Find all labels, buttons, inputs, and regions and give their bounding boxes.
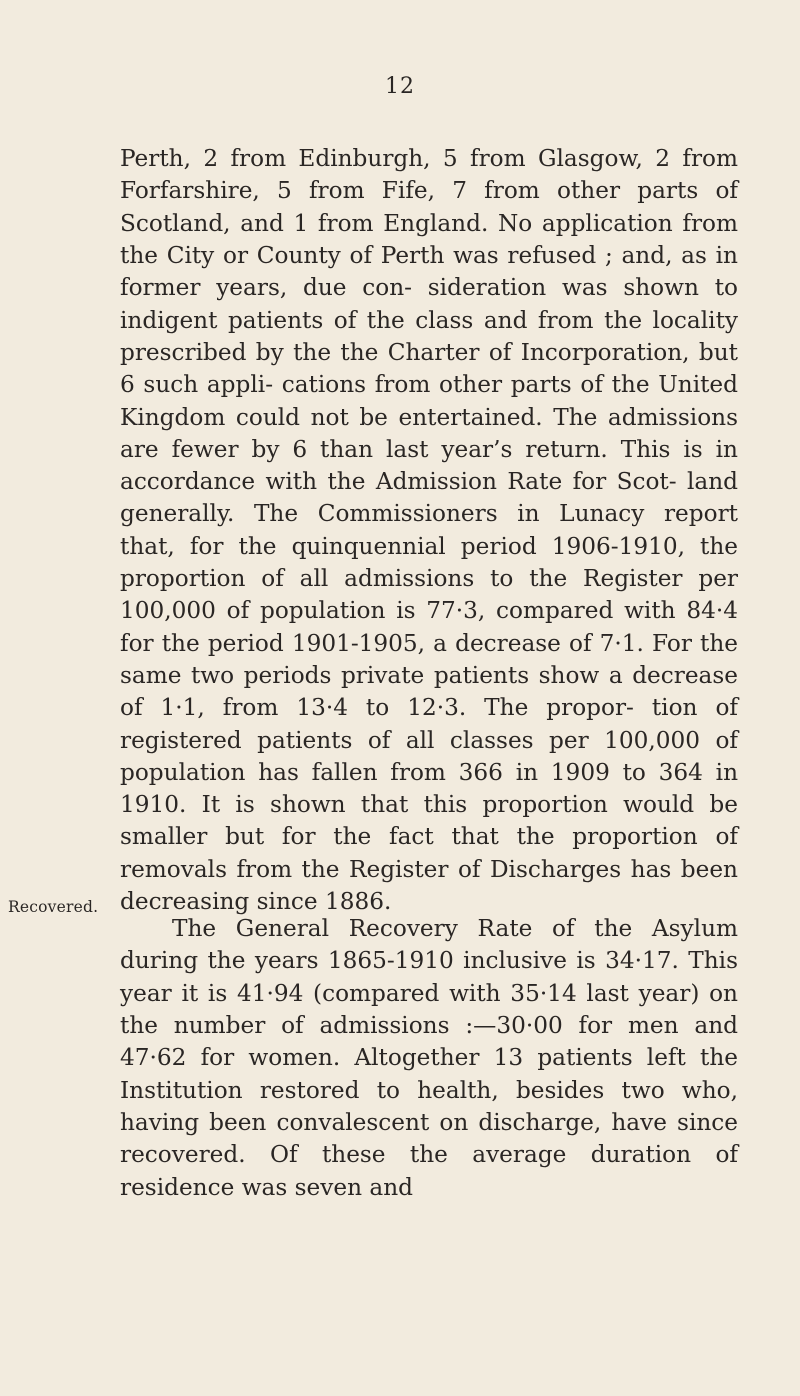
margin-note: Recovered. xyxy=(8,898,99,916)
body-paragraph: The General Recovery Rate of the Asylum during the years 1865-1910 inclusive is 34·17. This year it is 41·94 (compared with 35·14 last year) on the number of admissions :—30·00 for men and 47·62 for women. Altogether 13 patients left the Institution restored to health, besides two who, having been convalescent on discharge, have since recovered. Of these the average duration of residence was seven and xyxy=(120,915,738,1201)
page-number: 12 xyxy=(385,74,415,99)
body-paragraph: Perth, 2 from Edinburgh, 5 from Glasgow, 2 from Forfarshire, 5 from Fife, 7 from other parts of Scotland, and 1 from England. No application from the City or County of Perth was refused ; and, as in former years, due con- sideration was shown to indigent patients of the class and from the locality prescribed by the the Charter of Incorporation, but 6 such appli- cations from other parts of the United Kingdom could not be entertained. The admissions are fewer by 6 than last year’s return. This is in accordance with the Admission Rate for Scot- land generally. The Commissioners in Lunacy report that, for the quinquennial period 1906-1910, the proportion of all admissions to the Register per 100,000 of population is 77·3, compared with 84·4 for the period 1901-1905, a decrease of 7·1. For the same two periods private patients show a decrease of 1·1, from 13·4 to 12·3. The propor- tion of registered patients of all classes per 100,000 of population has fallen from 366 in 1909 to 364 in 1910. It is shown that this proportion would be smaller but for the fact that the proportion of removals from the Register of Discharges has been decreasing since 1886. xyxy=(120,145,738,916)
